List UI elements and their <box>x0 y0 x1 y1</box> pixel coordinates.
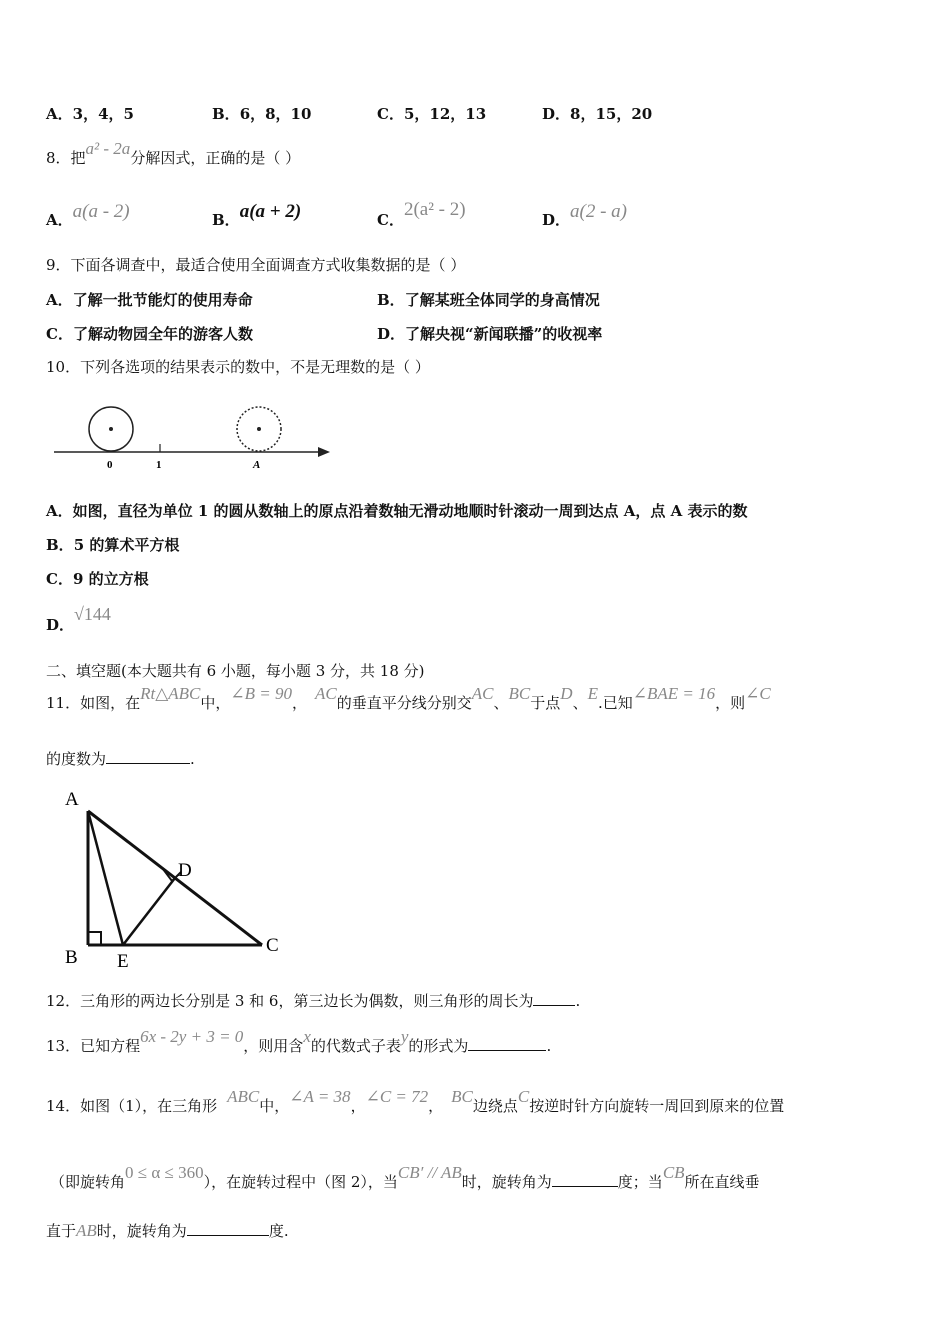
q9-option-c: C．了解动物园全年的游客人数 <box>46 325 253 343</box>
circle-center-dot-origin <box>109 427 113 431</box>
q9-option-d: D．了解央视“新闻联播”的收视率 <box>377 325 603 343</box>
label-point-e: E <box>117 951 129 970</box>
label-0: 0 <box>107 459 113 471</box>
q10-number-line-figure <box>50 400 340 475</box>
number-line-arrow <box>318 447 330 457</box>
q11-answer-blank[interactable] <box>106 749 190 764</box>
label-a: A <box>253 459 261 471</box>
q14-line1: 14．如图（1），在三角形 ABC中，∠A = 38，∠C = 72， BC边绕点C按逆时针方向旋转一周回到原来的位置 <box>46 1087 785 1115</box>
q7-option-c: C．5，12，13 <box>377 105 487 123</box>
circle-center-dot-a <box>257 427 261 431</box>
q12-stem: 12．三角形的两边长分别是 3 和 6，第三边长为偶数，则三角形的周长为 . <box>46 992 581 1010</box>
q9-option-b: B．了解某班全体同学的身高情况 <box>377 291 600 309</box>
q10-stem: 10．下列各选项的结果表示的数中，不是无理数的是（ ） <box>46 358 430 376</box>
label-point-d: D <box>178 860 192 881</box>
section-2-heading: 二、填空题(本大题共有 6 小题，每小题 3 分，共 18 分) <box>46 662 425 680</box>
q8-option-b: B．a(a + 2) <box>212 201 302 229</box>
q8-stem: 8．把a² - 2a分解因式，正确的是（ ） <box>46 139 301 167</box>
q9-stem: 9．下面各调查中，最适合使用全面调查方式收集数据的是（ ） <box>46 256 466 274</box>
label-vertex-c: C <box>266 935 279 956</box>
q11-line2: 的度数为 . <box>46 750 195 768</box>
q10-option-c: C．9 的立方根 <box>46 570 149 588</box>
q14-answer-blank-1[interactable] <box>552 1172 618 1187</box>
q8-option-d: D．a(2 - a) <box>542 201 627 229</box>
q8-expression: a² - 2a <box>85 139 131 158</box>
q14-line2: （即旋转角0 ≤ α ≤ 360），在旋转过程中（图 2），当CB′ // AB时，旋转角为 度；当CB所在直线垂 <box>50 1163 760 1191</box>
q13-answer-blank[interactable] <box>468 1036 546 1051</box>
label-1: 1 <box>156 459 162 471</box>
q11-triangle-figure <box>60 785 300 970</box>
q10-option-a: A．如图，直径为单位 1 的圆从数轴上的原点沿着数轴无滑动地顺时针滚动一周到达点 A，点 A 表示的数 <box>46 502 748 520</box>
q8-option-c: C．2(a² - 2) <box>377 199 466 229</box>
q14-line3: 直于AB时，旋转角为 度. <box>46 1221 289 1240</box>
q7-option-b: B．6，8，10 <box>212 105 312 123</box>
q10-option-b: B．5 的算术平方根 <box>46 536 180 554</box>
q9-option-a: A．了解一批节能灯的使用寿命 <box>46 291 253 309</box>
q14-answer-blank-2[interactable] <box>187 1221 269 1236</box>
q7-option-a: A．3，4，5 <box>46 105 134 123</box>
q11-stem: 11．如图，在Rt△ABC中，∠B = 90， AC的垂直平分线分别交AC、BC于点D、E.已知∠BAE = 16，则∠C <box>46 684 771 712</box>
label-vertex-b: B <box>65 947 78 968</box>
q13-stem: 13．已知方程6x - 2y + 3 = 0，则用含x的代数式子表y的形式为 . <box>46 1027 552 1055</box>
label-vertex-a: A <box>65 789 79 810</box>
q8-option-a: A．a(a - 2) <box>46 201 130 229</box>
q7-option-d: D．8，15，20 <box>542 105 653 123</box>
q12-answer-blank[interactable] <box>533 991 575 1006</box>
q10-option-d: D．√144 <box>46 604 111 634</box>
